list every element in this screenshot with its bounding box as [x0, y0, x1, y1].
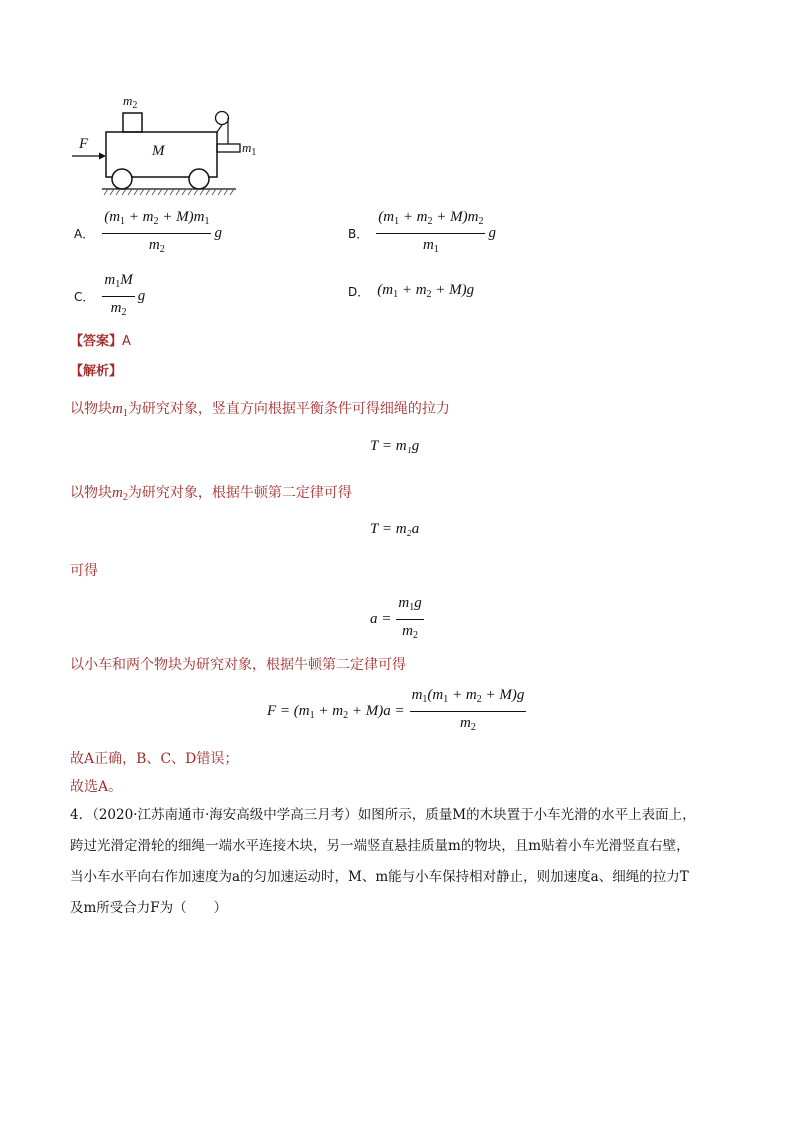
option-d	[348, 282, 474, 300]
option-d-label: D．	[348, 284, 370, 299]
analysis-line-5: 故A正确，B、C、D错误；	[70, 751, 239, 767]
option-c-label: C．	[74, 290, 95, 304]
question-4-line-4: 及m所受合力F为（ ）	[70, 900, 228, 916]
analysis-line-3: 可得	[70, 563, 98, 579]
option-b-label: B．	[348, 227, 369, 241]
analysis-line-1: 以物块$m_1$为研究对象，竖直方向根据平衡条件可得细绳的拉力	[70, 401, 450, 419]
question-4-line-1: 4．（2020·江苏南通市·海安高级中学高三月考）如图所示，质量M的木块置于小车光滑的水平上表面上，	[70, 807, 696, 823]
label-m2: $m_2$	[123, 93, 138, 111]
label-M: M	[152, 143, 165, 159]
option-b-formula: $\frac{(m_1 + m_2 + M)m_2}{m_1}$	[378, 209, 484, 255]
answer-value: A	[122, 334, 131, 349]
analysis-line-2: 以物块$m_2$为研究对象，根据牛顿第二定律可得	[70, 485, 352, 503]
label-m1: $m_1$	[242, 140, 257, 158]
analysis-label: 【解析】	[70, 364, 123, 379]
option-a-label: A．	[74, 227, 95, 241]
equation-3: a = $\frac{m_1g}{m_2}$	[370, 595, 422, 641]
equation-2: T = m₂a	[370, 521, 420, 537]
pulley	[216, 112, 229, 125]
label-F: F	[79, 136, 89, 152]
equation-4: $F = (m_1 + m_2 + M)a$ = $\frac{m_1(m_1 + m_2 + M)g}{m_2}$	[267, 687, 525, 733]
option-b: B． $\frac{(m_1 + m_2 + M)m_2}{m_1}$ g	[348, 208, 496, 259]
cart-diagram	[70, 92, 270, 197]
option-d-formula: $(m_1 + m_2 + M)g$	[377, 282, 475, 300]
option-c: C． $\frac{m_1M}{m_2}$ g	[74, 271, 145, 322]
analysis-line-4: 以小车和两个物块为研究对象，根据牛顿第二定律可得	[70, 657, 406, 673]
option-c-formula: $\frac{m_1M}{m_2}$	[104, 272, 133, 318]
answer-label: 【答案】	[70, 334, 123, 349]
wheel-right	[189, 169, 209, 189]
block-m2	[123, 113, 142, 132]
question-4-line-3: 当小车水平向右作加速度为a的匀加速运动时，M、m能与小车保持相对静止，则加速度a、细绳的拉力T	[70, 869, 689, 885]
answer-line	[70, 330, 131, 349]
block-m1	[217, 144, 240, 152]
option-a-formula: $\frac{(m_1 + m_2 + M)m_1}{m_2}$	[104, 209, 210, 255]
wheel-left	[112, 169, 132, 189]
analysis-line-6: 故选A。	[70, 779, 123, 795]
option-a: A． $\frac{(m_1 + m_2 + M)m_1}{m_2}$ g	[74, 208, 222, 259]
equation-1: T = m₁g	[370, 438, 420, 454]
question-4-line-2: 跨过光滑定滑轮的细绳一端水平连接木块，另一端竖直悬挂质量m的物块，且m贴着小车光滑竖直右壁，	[70, 838, 690, 854]
